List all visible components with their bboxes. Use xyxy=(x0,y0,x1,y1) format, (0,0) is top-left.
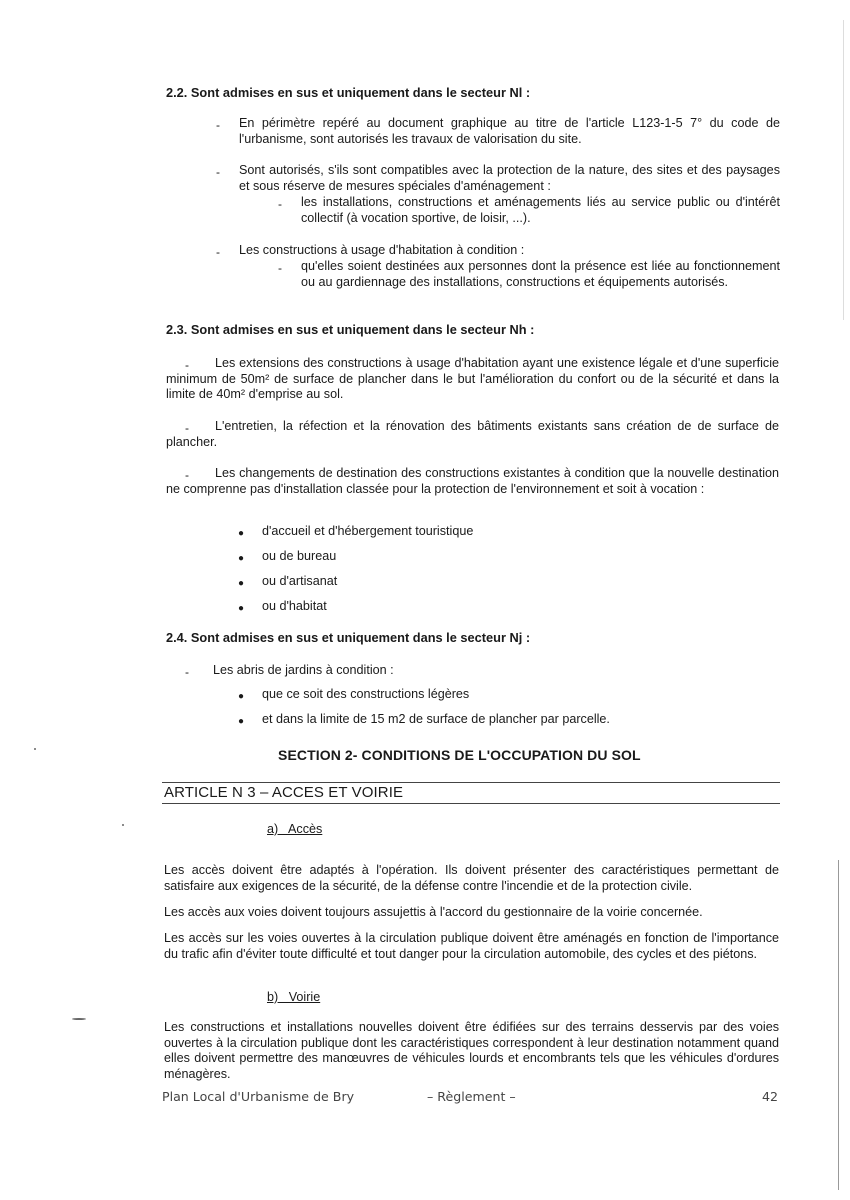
footer-section-label: – Règlement – xyxy=(427,1089,516,1104)
heading-2-2: 2.2. Sont admises en sus et uniquement dans le secteur Nl : xyxy=(166,85,531,100)
s22-item-3-sub: qu'elles soient destinées aux personnes dont la présence est liée au fonctionnement ou au gardiennage des installations, constructions et équipements autorisés. xyxy=(301,259,780,289)
dash-marker: - xyxy=(185,358,189,372)
bullet-marker: ● xyxy=(238,578,245,589)
acces-paragraph-3: Les accès sur les voies ouvertes à la circulation publique doivent être aménagés en fonction de l'importance du trafic afin d'éviter toute difficulté et tout danger pour la circulation automobile, des cycles et des piétons. xyxy=(164,931,779,961)
s23-bullet: ou de bureau xyxy=(262,549,337,563)
dash-marker: - xyxy=(216,245,220,259)
page-number: 42 xyxy=(762,1089,779,1104)
s23-bullet: d'accueil et d'hébergement touristique xyxy=(262,524,474,538)
s23-bullet: ou d'habitat xyxy=(262,599,327,613)
bullet-marker: ● xyxy=(238,691,245,702)
scan-mark xyxy=(72,1018,86,1020)
scan-edge-line xyxy=(843,20,844,320)
s23-item-2: L'entretien, la réfection et la rénovation des bâtiments existants sans création de de surface de plancher. xyxy=(166,419,779,449)
heading-acces: a) Accès xyxy=(267,822,323,836)
s24-bullet: que ce soit des constructions légères xyxy=(262,687,470,701)
bullet-marker: ● xyxy=(238,603,245,614)
heading-2-3: 2.3. Sont admises en sus et uniquement dans le secteur Nh : xyxy=(166,322,535,337)
s24-item-1: Les abris de jardins à condition : xyxy=(213,663,394,677)
dash-marker: - xyxy=(185,421,189,435)
s22-item-2: Sont autorisés, s'ils sont compatibles avec la protection de la nature, des sites et des paysages et sous réserve de mesures spéciales d'aménagement : xyxy=(239,163,780,193)
dash-marker: - xyxy=(216,118,220,132)
scan-edge-line xyxy=(838,860,839,1190)
s22-item-1: En périmètre repéré au document graphique au titre de l'article L123-1-5 7° du code de l'urbanisme, sont autorisés les travaux de valorisation du site. xyxy=(239,116,780,146)
s22-item-3: Les constructions à usage d'habitation à condition : xyxy=(239,243,525,257)
acces-paragraph-1: Les accès doivent être adaptés à l'opération. Ils doivent présenter des caractéristiques permettant de satisfaire aux exigences de la sécurité, de la défense contre l'incendie et de la protection civile. xyxy=(164,863,779,893)
heading-2-4: 2.4. Sont admises en sus et uniquement dans le secteur Nj : xyxy=(166,630,531,645)
s23-item-1: Les extensions des constructions à usage d'habitation ayant une existence légale et d'une superficie minimum de 50m² de surface de plancher dans le but l'amélioration du confort ou de la sécurité et dans la limite de 40m² d'emprise au sol. xyxy=(166,356,779,401)
dash-marker: - xyxy=(278,261,282,275)
bullet-marker: ● xyxy=(238,528,245,539)
bullet-marker: ● xyxy=(238,716,245,727)
scan-mark xyxy=(34,748,36,750)
article-rule-top xyxy=(162,782,780,783)
acces-paragraph-2: Les accès aux voies doivent toujours assujettis à l'accord du gestionnaire de la voirie concernée. xyxy=(164,905,703,919)
s23-item-3: Les changements de destination des constructions existantes à condition que la nouvelle destination ne comprenne pas d'installation classée pour la protection de l'environnement et soit à vocation : xyxy=(166,466,779,496)
dash-marker: - xyxy=(216,165,220,179)
bullet-marker: ● xyxy=(238,553,245,564)
dash-marker: - xyxy=(278,197,282,211)
s24-bullet: et dans la limite de 15 m2 de surface de plancher par parcelle. xyxy=(262,712,610,726)
s22-item-2-sub: les installations, constructions et aménagements liés au service public ou d'intérêt collectif (à vocation sportive, de loisir, ...). xyxy=(301,195,780,225)
s23-bullet: ou d'artisanat xyxy=(262,574,338,588)
voirie-paragraph-1: Les constructions et installations nouvelles doivent être édifiées sur des terrains desservis par des voies ouvertes à la circulation publique dont les caractéristiques correspondent à leur destination notamment quand elles doivent permettre des manœuvres de véhicules lourds et encombrants tels que les véhicules d'ordures ménagères. xyxy=(164,1020,779,1081)
dash-marker: - xyxy=(185,665,189,679)
scan-mark xyxy=(122,824,124,826)
dash-marker: - xyxy=(185,468,189,482)
heading-voirie: b) Voirie xyxy=(267,990,321,1004)
section-2-title: SECTION 2- CONDITIONS DE L'OCCUPATION DU SOL xyxy=(278,747,641,763)
article-rule-bottom xyxy=(162,803,780,804)
footer-document-title: Plan Local d'Urbanisme de Bry xyxy=(162,1089,355,1104)
article-title: ARTICLE N 3 – ACCES ET VOIRIE xyxy=(164,784,404,801)
